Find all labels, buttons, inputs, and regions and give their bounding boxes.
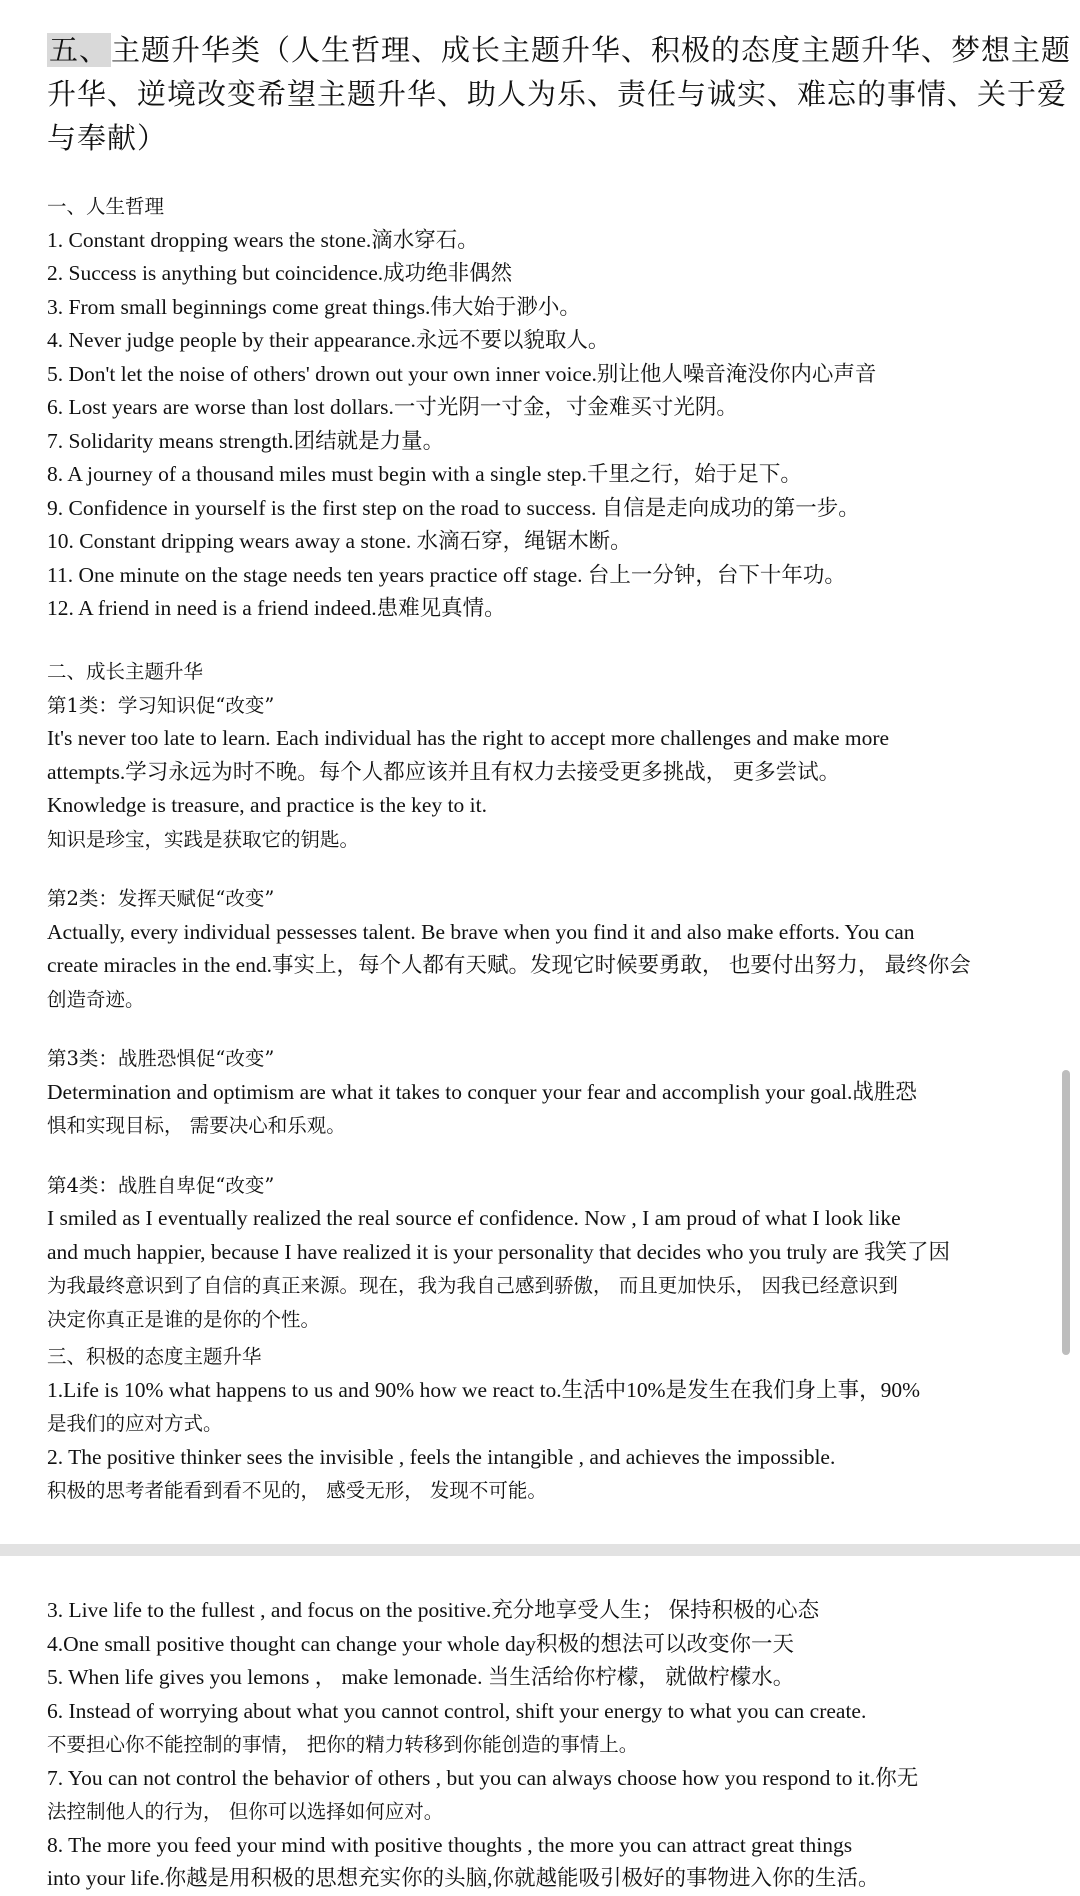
category-title: 第1类：学习知识促“改变” bbox=[47, 693, 275, 717]
text-line: 1.Life is 10% what happens to us and 90% how we react to.生活中10%是发生在我们身上事，90% bbox=[47, 1377, 920, 1402]
text-line: I smiled as I eventually realized the real source ef confidence. Now , I am proud of what I look like bbox=[47, 1206, 901, 1230]
list-item: 3. From small beginnings come great things.伟大始于渺小。 bbox=[47, 294, 581, 319]
text-line: 6. Instead of worrying about what you cannot control, shift your energy to what you can create. bbox=[47, 1698, 867, 1723]
category-title: 第4类：战胜自卑促“改变” bbox=[47, 1173, 275, 1197]
text-line: Actually, every individual pessesses talent. Be brave when you find it and also make efforts. You can bbox=[47, 919, 915, 944]
list-item: 10. Constant dripping wears away a stone. 水滴石穿，绳锯木断。 bbox=[47, 529, 632, 553]
title-text: 主题升华类（人生哲理、成长主题升华、积极的态度主题升华、梦想主题升华、逆境改变希望主题升华、助人为乐、责任与诚实、难忘的事情、关于爱与奉献） bbox=[47, 33, 1072, 155]
list-item: 9. Confidence in yourself is the first step on the road to success. 自信是走向成功的第一步。 bbox=[47, 495, 860, 520]
section-heading: 三、积极的态度主题升华 bbox=[47, 1345, 262, 1368]
text-line: 决定你真正是谁的是你的个性。 bbox=[47, 1307, 321, 1331]
section-life-philosophy bbox=[47, 190, 1077, 626]
text-line: Determination and optimism are what it takes to conquer your fear and accomplish your goal.战胜恐 bbox=[47, 1079, 917, 1104]
text-line: 知识是珍宝，实践是获取它的钥匙。 bbox=[47, 827, 360, 851]
spacer bbox=[47, 1016, 1077, 1042]
title-number: 五、 bbox=[49, 33, 110, 67]
list-item: 5. Don't let the noise of others' drown out your own inner voice.别让他人噪音淹没你内心声音 bbox=[47, 361, 877, 386]
text-line: 积极的思考者能看到看不见的， 感受无形， 发现不可能。 bbox=[47, 1479, 547, 1502]
text-line: 2. The positive thinker sees the invisible , feels the intangible , and achieves the impossible. bbox=[47, 1444, 836, 1469]
text-line: attempts.学习永远为时不晚。每个人都应该并且有权力去接受更多挑战， 更多尝试。 bbox=[47, 759, 841, 784]
section-heading: 二、成长主题升华 bbox=[47, 660, 204, 683]
text-line: create miracles in the end.事实上，每个人都有天赋。发现它时候要勇敢， 也要付出努力， 最终你会 bbox=[47, 953, 971, 977]
text-line: 3. Live life to the fullest , and focus on the positive.充分地享受人生； 保持积极的心态 bbox=[47, 1598, 820, 1622]
section-positive-attitude-continued bbox=[47, 1594, 1077, 1896]
category-title: 第3类：战胜恐惧促“改变” bbox=[47, 1047, 275, 1070]
category-title: 第2类：发挥天赋促“改变” bbox=[47, 887, 275, 910]
text-line: 创造奇迹。 bbox=[47, 987, 145, 1011]
page-title bbox=[47, 28, 1077, 160]
list-item: 7. Solidarity means strength.团结就是力量。 bbox=[47, 428, 445, 453]
list-item: 6. Lost years are worse than lost dollars.一寸光阴一寸金，寸金难买寸光阴。 bbox=[47, 395, 738, 419]
list-item: 8. A journey of a thousand miles must begin with a single step.千里之行，始于足下。 bbox=[47, 462, 802, 486]
list-item: 4. Never judge people by their appearance.永远不要以貌取人。 bbox=[47, 328, 610, 352]
text-line: 不要担心你不能控制的事情， 把你的精力转移到你能创造的事情上。 bbox=[47, 1733, 639, 1756]
text-line: 5. When life gives you lemons ， make lemonade. 当生活给你柠檬， 就做柠檬水。 bbox=[47, 1665, 795, 1689]
text-line: 法控制他人的行为， 但你可以选择如何应对。 bbox=[47, 1800, 444, 1823]
vertical-scrollbar[interactable] bbox=[1062, 1070, 1070, 1355]
text-line: It's never too late to learn. Each individual has the right to accept more challenges and make more bbox=[47, 726, 890, 750]
section-positive-attitude bbox=[47, 1340, 1077, 1508]
text-line: 为我最终意识到了自信的真正来源。现在，我为我自己感到骄傲， 而且更加快乐， 因我已经意识到 bbox=[47, 1274, 898, 1297]
spacer bbox=[47, 856, 1077, 882]
text-line: 惧和实现目标， 需要决心和乐观。 bbox=[47, 1114, 346, 1137]
page-divider bbox=[0, 1544, 1080, 1556]
text-line: 是我们的应对方式。 bbox=[47, 1412, 223, 1435]
text-line: into your life.你越是用积极的思想充实你的头脑,你就越能吸引极好的事物进入你的生活。 bbox=[47, 1866, 880, 1890]
list-item: 11. One minute on the stage needs ten years practice off stage. 台上一分钟，台下十年功。 bbox=[47, 562, 846, 587]
text-line: 7. You can not control the behavior of others , but you can always choose how you respond to it.你无 bbox=[47, 1765, 919, 1790]
list-item: 2. Success is anything but coincidence.成功绝非偶然 bbox=[47, 261, 513, 285]
text-line: and much happier, because I have realized it is your personality that decides who you truly are 我笑了因 bbox=[47, 1239, 951, 1264]
section-heading: 一、人生哲理 bbox=[47, 195, 165, 218]
list-item: 1. Constant dropping wears the stone.滴水穿石。 bbox=[47, 227, 479, 252]
text-line: 8. The more you feed your mind with positive thoughts , the more you can attract great things bbox=[47, 1832, 853, 1857]
text-line: Knowledge is treasure, and practice is the key to it. bbox=[47, 793, 488, 817]
text-line: 4.One small positive thought can change your whole day积极的想法可以改变你一天 bbox=[47, 1631, 795, 1656]
spacer bbox=[47, 1143, 1077, 1169]
list-item: 12. A friend in need is a friend indeed.患难见真情。 bbox=[47, 596, 506, 620]
section-growth bbox=[47, 655, 1077, 1336]
